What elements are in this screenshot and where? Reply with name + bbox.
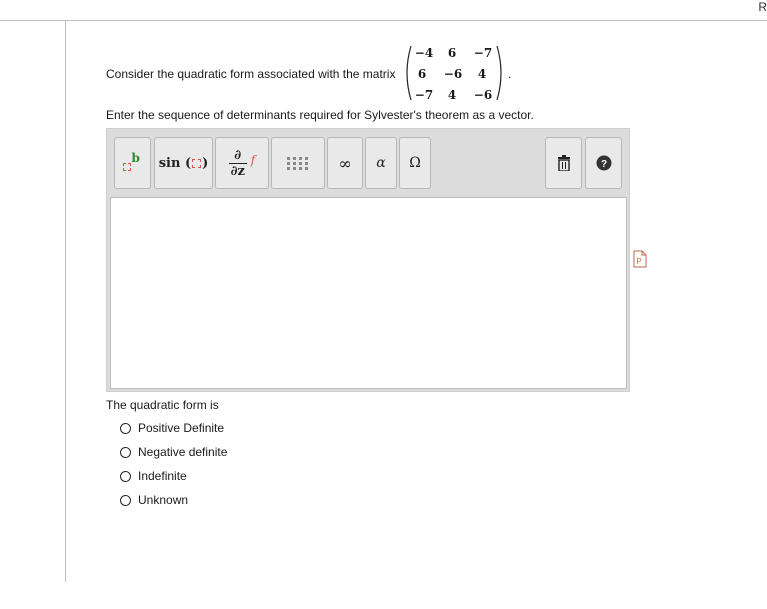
help-button[interactable] xyxy=(585,137,622,189)
option-positive-definite[interactable] xyxy=(120,420,224,436)
help-icon xyxy=(596,155,612,171)
corner-letter: R xyxy=(758,0,767,14)
matrix-cell: 6 xyxy=(447,46,457,60)
deriv-numerator: ∂ xyxy=(234,147,242,163)
alpha-icon: α xyxy=(376,155,386,171)
sentence-period: . xyxy=(508,67,512,81)
matrix-button[interactable] xyxy=(271,137,325,189)
answer-input[interactable] xyxy=(110,197,627,389)
infinity-button[interactable] xyxy=(327,137,363,189)
matrix-cell: −7 xyxy=(414,88,434,102)
radio-button[interactable] xyxy=(120,471,131,482)
matrix-cell: 4 xyxy=(477,67,487,81)
superscript-subscript-button[interactable] xyxy=(114,137,151,189)
top-divider xyxy=(0,20,767,21)
derivative-button[interactable] xyxy=(215,137,269,189)
greek-button[interactable] xyxy=(365,137,397,189)
superscript-subscript-icon: b xyxy=(123,153,143,173)
matrix-cell: −7 xyxy=(473,46,493,60)
left-divider xyxy=(65,20,66,582)
omega-icon: Ω xyxy=(409,155,421,171)
instruction-text: Enter the sequence of determinants required for Sylvester's theorem as a vector. xyxy=(106,108,534,122)
clear-button[interactable] xyxy=(545,137,582,189)
trash-icon xyxy=(557,155,571,171)
option-label: Indefinite xyxy=(138,469,187,483)
matrix-cell: −4 xyxy=(414,46,434,60)
deriv-f: f xyxy=(250,153,256,167)
placeholder-box-icon xyxy=(192,159,201,168)
document-icon[interactable] xyxy=(633,250,647,273)
option-label: Unknown xyxy=(138,493,189,507)
radio-button[interactable] xyxy=(120,447,131,458)
matrix-cell: 4 xyxy=(447,88,457,102)
question-prompt: Consider the quadratic form associated with the matrix xyxy=(106,67,396,81)
matrix-cell: 6 xyxy=(417,67,427,81)
infinity-icon: ∞ xyxy=(338,153,352,173)
sin-close: ) xyxy=(202,155,209,171)
deriv-denominator: ∂z xyxy=(230,163,245,179)
function-button[interactable] xyxy=(154,137,213,189)
matrix-cell: −6 xyxy=(473,88,493,102)
matrix xyxy=(402,44,506,102)
option-negative-definite[interactable] xyxy=(120,444,227,460)
math-editor xyxy=(106,128,630,392)
svg-text:P: P xyxy=(636,257,642,266)
file-icon xyxy=(633,250,647,268)
symbols-button[interactable] xyxy=(399,137,431,189)
derivative-icon xyxy=(229,148,247,179)
matrix-grid-icon xyxy=(287,157,309,170)
matrix-cell: −6 xyxy=(443,67,463,81)
option-label: Positive Definite xyxy=(138,421,225,435)
option-indefinite[interactable] xyxy=(120,468,187,484)
option-label: Negative definite xyxy=(138,445,228,459)
option-unknown[interactable] xyxy=(120,492,188,508)
sin-label: sin ( xyxy=(158,155,192,171)
quadratic-form-label: The quadratic form is xyxy=(106,398,219,412)
radio-button[interactable] xyxy=(120,423,131,434)
radio-button[interactable] xyxy=(120,495,131,506)
svg-text:?: ? xyxy=(600,159,607,170)
